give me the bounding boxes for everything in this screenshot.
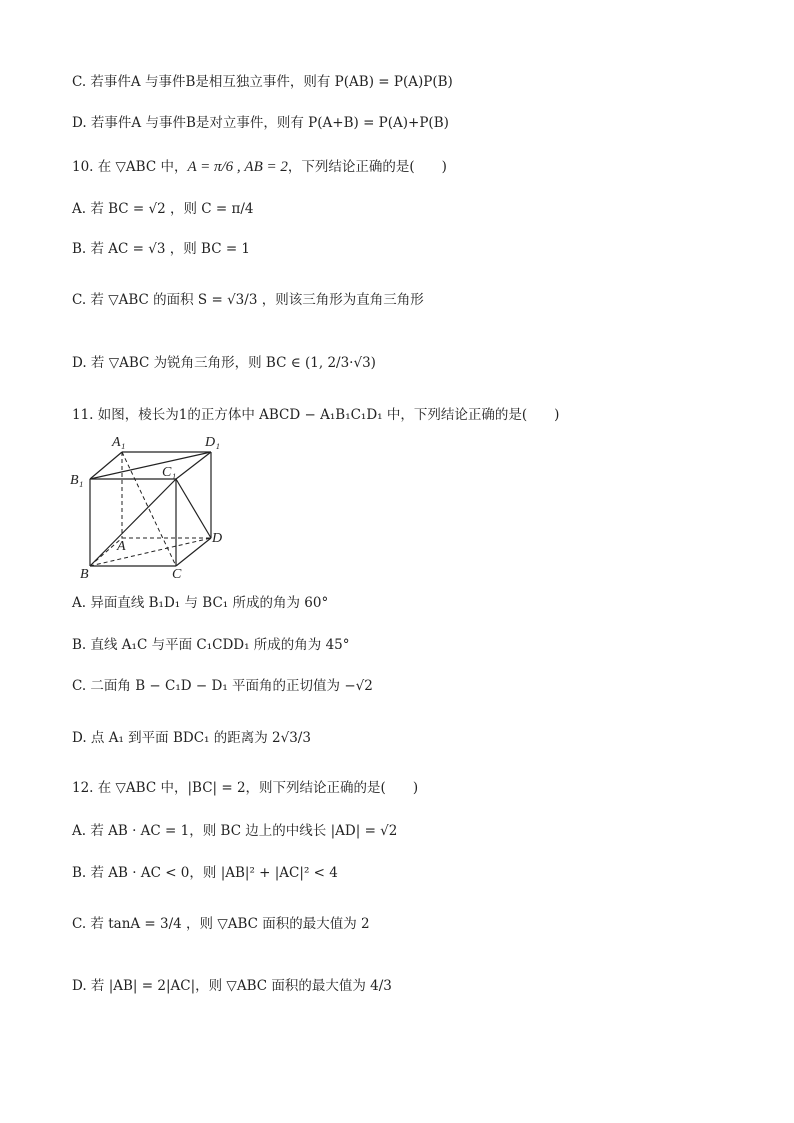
q10-option-b	[72, 240, 250, 258]
q9-option-d	[72, 114, 449, 132]
q10-stem-condition: A = π/6 , AB = 2	[187, 159, 288, 175]
q10-option-a-text: A. 若 BC = √2 ，则 C = π/4	[72, 201, 254, 217]
q10-stem-prefix: 10. 在 ▽ABC 中，	[72, 159, 188, 175]
q12-option-d-text: D. 若 |AB| = 2|AC|，则 ▽ABC 面积的最大值为 4/3	[72, 978, 392, 994]
cube-figure	[66, 430, 236, 580]
q11-option-a-text: A. 异面直线 B₁D₁ 与 BC₁ 所成的角为 60°	[72, 595, 329, 611]
q12-stem-text: 12. 在 ▽ABC 中，|BC| = 2，则下列结论正确的是( )	[72, 780, 419, 796]
q12-option-b-text: B. 若 AB · AC < 0，则 |AB|² + |AC|² < 4	[72, 865, 338, 881]
q11-option-c-text: C. 二面角 B − C₁D − D₁ 平面角的正切值为 −√2	[72, 678, 373, 694]
q9-option-d-text: D. 若事件A 与事件B是对立事件，则有 P(A+B) = P(A)+P(B)	[72, 115, 449, 131]
q10-option-a	[72, 200, 254, 218]
label-b1: B₁	[70, 473, 84, 488]
label-d1: D₁	[205, 435, 220, 450]
q11-option-d-text: D. 点 A₁ 到平面 BDC₁ 的距离为 2√3/3	[72, 730, 311, 746]
q12-stem	[72, 779, 418, 797]
q9-option-c	[72, 73, 453, 91]
label-c: C	[172, 567, 182, 580]
q11-option-b-text: B. 直线 A₁C 与平面 C₁CDD₁ 所成的角为 45°	[72, 637, 350, 653]
q11-option-c	[72, 677, 373, 695]
label-d: D	[212, 531, 223, 546]
q11-option-a	[72, 594, 328, 612]
q12-option-a	[72, 822, 397, 840]
q9-option-c-text: C. 若事件A 与事件B是相互独立事件，则有 P(AB) = P(A)P(B)	[72, 74, 453, 90]
q10-option-c-text: C. 若 ▽ABC 的面积 S = √3/3 ，则该三角形为直角三角形	[72, 292, 424, 308]
q12-option-c	[72, 915, 370, 933]
q11-option-b	[72, 636, 350, 654]
diag-bc1	[90, 479, 176, 566]
label-b: B	[80, 567, 89, 580]
q11-stem-text: 11. 如图，棱长为1的正方体中 ABCD − A₁B₁C₁D₁ 中，下列结论正确的是( )	[72, 407, 560, 423]
q12-option-b	[72, 864, 338, 882]
q10-option-b-text: B. 若 AC = √3 ，则 BC = 1	[72, 241, 251, 257]
q10-stem-suffix: ，下列结论正确的是( )	[287, 159, 447, 175]
q11-stem	[72, 406, 559, 424]
q12-option-d	[72, 977, 392, 995]
label-a: A	[117, 539, 126, 554]
q11-option-d	[72, 729, 311, 747]
q12-option-c-text: C. 若 tanA = 3/4 ，则 ▽ABC 面积的最大值为 2	[72, 916, 370, 932]
q10-stem	[72, 158, 447, 176]
label-a1: A₁	[112, 435, 126, 450]
q12-option-a-text: A. 若 AB · AC = 1，则 BC 边上的中线长 |AD| = √2	[72, 823, 398, 839]
diag-c1d	[176, 479, 211, 538]
q10-option-d	[72, 354, 376, 372]
q10-option-c	[72, 291, 424, 309]
label-c1: C₁	[162, 465, 177, 480]
q10-option-d-text: D. 若 ▽ABC 为锐角三角形，则 BC ∈ (1, 2/3·√3)	[72, 355, 376, 371]
